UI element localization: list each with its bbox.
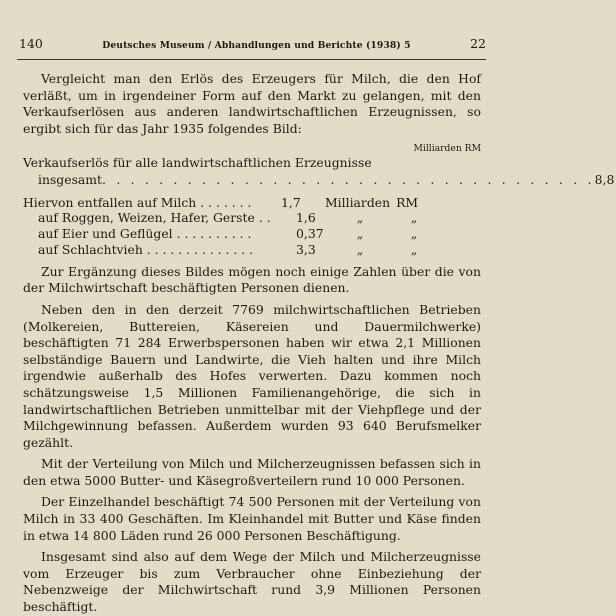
ditto-mark: „	[410, 226, 418, 242]
body-paragraph: Der Einzelhandel beschäftigt 74 500 Personen mit der Verteilung von Milch in 33 400 Geschäften. Im Kleinhandel mit Butter und Käse finden in etwa 14 800 Läden rund 26 000 Personen Beschäftigung.	[23, 494, 481, 543]
leader-dots: . . . . . . . . . .	[176, 226, 252, 242]
breakdown-value: 1,6	[296, 210, 316, 226]
breakdown-row	[23, 242, 481, 258]
breakdown-unit-2: RM	[396, 194, 419, 210]
running-header	[19, 36, 486, 51]
breakdown-row	[23, 210, 481, 226]
total-label-line2: insgesamt	[38, 171, 103, 187]
total-label-line1: Verkaufserlös für alle landwirtschaftlichen Erzeugnisse	[23, 155, 372, 171]
unit-note: Milliarden RM	[413, 143, 481, 155]
intro-paragraph: Vergleicht man den Erlös des Erzeugers für Milch, die den Hof verläßt, um in irgendeiner Form auf den Markt zu gelangen, mit den Verkaufserlösen aus anderen landwirtschaftlichen Erzeugnissen, so ergibt sich für das Jahr 1935 folgendes Bild:	[23, 71, 481, 136]
ditto-mark: „	[356, 210, 364, 226]
page-body	[23, 71, 615, 616]
breakdown-label: auf Eier und Geflügel	[38, 226, 173, 242]
total-leader-dots: . . . . . . . . . . . . . . . . . . . . . . . . . . . . . . . . . . .	[102, 171, 595, 187]
breakdown-label: Hiervon entfallen auf Milch	[23, 194, 197, 210]
ditto-mark: „	[356, 241, 364, 257]
breakdown-label: auf Roggen, Weizen, Hafer, Gerste	[38, 210, 255, 226]
ditto-mark: „	[356, 226, 364, 242]
breakdown-row	[23, 195, 481, 211]
breakdown-label: auf Schlachtvieh	[38, 241, 143, 257]
breakdown-value: 1,7	[281, 194, 301, 210]
body-paragraph: Neben den in den derzeit 7769 milchwirtschaftlichen Betrieben (Molkereien, Buttereien, Käsereien und Dauermilchwerke) beschäftigten 71 284 Erwerbspersonen haben wir etwa 2,1 Millionen selbständige Bauern und Landwirte, die Vieh halten und ihre Milch irgendwie außerhalb des Hofes verwerten. Dazu kommen noch schätzungsweise 1,5 Millionen Familienangehörige, die sich in landwirtschaftlichen Betrieben unmittelbar mit der Viehpflege und der Milchgewinnung befassen. Außerdem wurden 93 640 Berufsmelker gezählt.	[23, 301, 481, 450]
breakdown-row	[23, 226, 481, 242]
page-number-left: 140	[19, 36, 43, 51]
leader-dots: . .	[258, 210, 271, 226]
body-paragraph: Insgesamt sind also auf dem Wege der Milch und Milcherzeugnisse vom Erzeuger bis zum Verbraucher ohne Einbeziehung der Nebenzweige der Milchwirtschaft rund 3,9 Millionen Personen beschäftigt.	[23, 549, 481, 615]
total-entry	[23, 155, 615, 188]
breakdown-value: 0,37	[296, 226, 324, 242]
running-title: Deutsches Museum / Abhandlungen und Berichte (1938) 5	[102, 40, 411, 51]
body-paragraph: Zur Ergänzung dieses Bildes mögen noch einige Zahlen über die von der Milchwirtschaft beschäftigten Personen dienen.	[23, 263, 481, 296]
header-rule	[17, 59, 486, 60]
breakdown-list	[23, 195, 481, 258]
breakdown-value: 3,3	[296, 241, 316, 257]
page-number-right: 22	[470, 36, 486, 51]
breakdown-unit-1: Milliarden	[325, 194, 391, 210]
leader-dots: . . . . . . .	[200, 194, 252, 210]
total-value: 8,8	[594, 171, 615, 187]
body-paragraph: Mit der Verteilung von Milch und Milcherzeugnissen befassen sich in den etwa 5000 Butter- und Käsegroßverteilern rund 10 000 Personen.	[23, 456, 481, 488]
leader-dots: . . . . . . . . . . . . . .	[146, 241, 254, 257]
ditto-mark: „	[410, 241, 418, 257]
ditto-mark: „	[410, 210, 418, 226]
